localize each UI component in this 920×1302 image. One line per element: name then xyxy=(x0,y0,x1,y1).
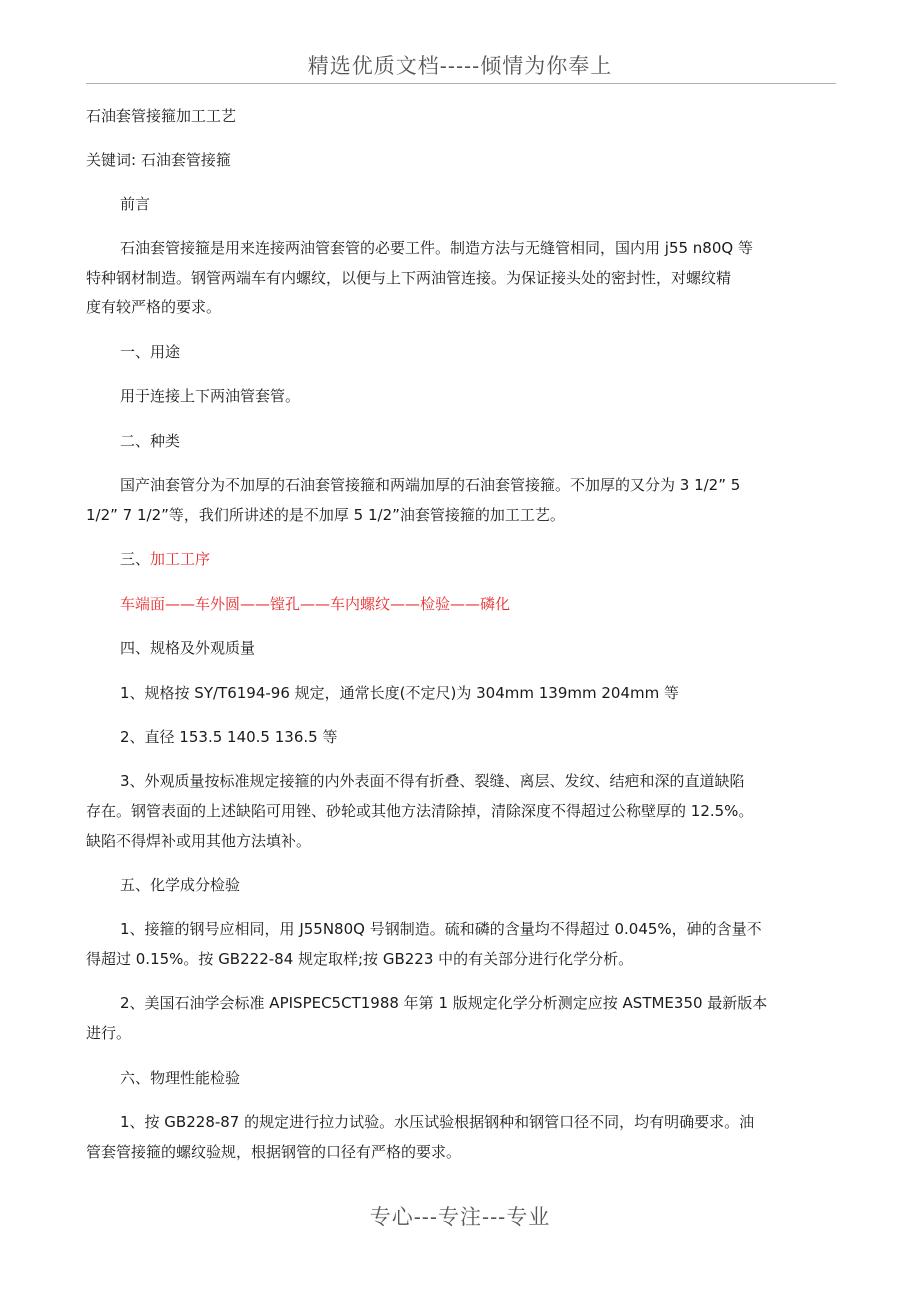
page-header: 精选优质文档-----倾情为你奉上 xyxy=(307,54,613,78)
section-3-heading-red: 加工工序 xyxy=(150,550,211,568)
page-footer: 专心---专注---专业 xyxy=(369,1205,551,1229)
section-2-line-2: 1/2” 7 1/2”等，我们所讲述的是不加厚 5 1/2”油套管接箍的加工工艺。 xyxy=(86,506,565,524)
section-3-heading xyxy=(120,549,210,569)
section-1-heading: 一、用途 xyxy=(120,343,181,361)
section-2-heading: 二、种类 xyxy=(120,432,181,450)
section-6-heading: 六、物理性能检验 xyxy=(120,1069,241,1087)
section-4-item-2: 2、直径 153.5 140.5 136.5 等 xyxy=(120,728,338,746)
section-4-heading: 四、规格及外观质量 xyxy=(120,639,256,657)
section-1-text: 用于连接上下两油管套管。 xyxy=(120,387,301,405)
process-flow: 车端面——车外圆——镗孔——车内螺纹——检验——磷化 xyxy=(120,595,511,613)
preface-line-3: 度有较严格的要求。 xyxy=(86,298,222,316)
preface-line-2: 特种钢材制造。钢管两端车有内螺纹，以便与上下两油管连接。为保证接头处的密封性，对螺纹精 xyxy=(86,269,732,287)
section-4-item-3-line-3: 缺陷不得焊补或用其他方法填补。 xyxy=(86,832,312,850)
section-5-item-2-line-1: 2、美国石油学会标准 APISPEC5CT1988 年第 1 版规定化学分析测定应按 ASTME350 最新版本 xyxy=(120,994,768,1012)
section-4-item-3-line-1: 3、外观质量按标准规定接箍的内外表面不得有折叠、裂缝、离层、发纹、结疤和深的直道缺陷 xyxy=(120,772,745,790)
section-2-line-1: 国产油套管分为不加厚的石油套管接箍和两端加厚的石油套管接箍。不加厚的又分为 3 1/2” 5 xyxy=(120,476,741,494)
section-6-item-1-line-2: 管套管接箍的螺纹验规，根据钢管的口径有严格的要求。 xyxy=(86,1143,462,1161)
section-5-item-1-line-2: 得超过 0.15%。按 GB222-84 规定取样;按 GB223 中的有关部分进行化学分析。 xyxy=(86,950,634,968)
document-title: 石油套管接箍加工工艺 xyxy=(86,107,237,125)
header-divider xyxy=(86,83,836,84)
section-4-item-3-line-2: 存在。钢管表面的上述缺陷可用锉、砂轮或其他方法清除掉，清除深度不得超过公称壁厚的 12.5%。 xyxy=(86,802,754,820)
keywords: 关键词: 石油套管接箍 xyxy=(86,151,231,169)
section-5-item-1-line-1: 1、接箍的钢号应相同，用 J55N80Q 号钢制造。硫和磷的含量均不得超过 0.045%，砷的含量不 xyxy=(120,920,762,938)
section-3-heading-prefix: 三、 xyxy=(120,550,151,568)
section-6-item-1-line-1: 1、按 GB228-87 的规定进行拉力试验。水压试验根据钢种和钢管口径不同，均有明确要求。油 xyxy=(120,1113,755,1131)
preface-heading: 前言 xyxy=(120,195,151,213)
section-5-heading: 五、化学成分检验 xyxy=(120,876,241,894)
section-4-item-1: 1、规格按 SY/T6194-96 规定，通常长度(不定尺)为 304mm 139mm 204mm 等 xyxy=(120,684,679,702)
preface-line-1: 石油套管接箍是用来连接两油管套管的必要工件。制造方法与无缝管相同，国内用 j55 n80Q 等 xyxy=(120,239,753,257)
section-5-item-2-line-2: 进行。 xyxy=(86,1024,132,1042)
